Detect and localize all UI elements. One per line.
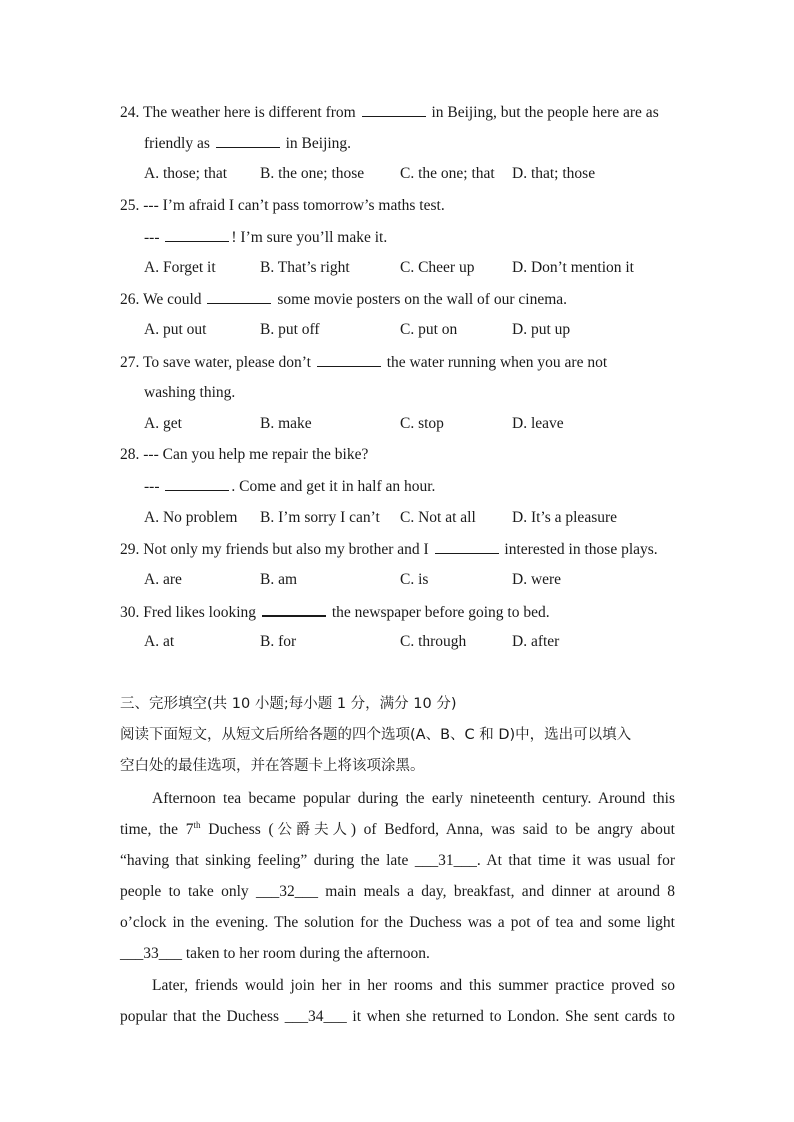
section-3-heading: 三、完形填空(共 10 小题;每小题 1 分，满分 10 分) [120,696,457,712]
question-25-option-b: B. That’s right [260,259,350,276]
answer-blank [165,227,229,242]
passage-line [120,814,675,846]
section-3-instruction-line2: 空白处的最佳选项，并在答题卡上将该项涂黑。 [120,758,425,774]
cloze-blank-32: ___32___ [256,883,318,900]
question-24-option-a: A. those; that [144,165,228,182]
question-25-text-a: --- [144,229,160,246]
answer-blank [317,352,381,367]
question-25-option-c: C. Cheer up [400,259,475,276]
question-29-option-c: C. is [400,571,429,588]
passage-line: Afternoon tea became popular during the early nineteenth century. Around this [152,790,675,807]
question-28-text-b: . Come and get it in half an hour. [231,478,436,495]
question-24-option-b: B. the one; those [260,165,365,182]
question-29-option-a: A. are [144,571,182,588]
question-26-option-c: C. put on [400,321,458,338]
question-30-option-b: B. for [260,633,297,650]
cloze-blank-34: ___34___ [284,1008,347,1025]
question-27-text-b: the water running when you are not [386,354,608,371]
question-24-line1 [120,102,659,123]
question-28-option-b: B. I’m sorry I can’t [260,509,380,526]
question-29-line1 [120,539,658,560]
passage-text: popular that the Duchess [120,1008,285,1025]
question-27-option-d: D. leave [512,415,564,432]
section-3-instruction-line1: 阅读下面短文，从短文后所给各题的四个选项(A、B、C 和 D)中，选出可以填入 [120,727,632,743]
question-28-line1: 28. --- Can you help me repair the bike? [120,446,369,463]
question-28-option-a: A. No problem [144,509,238,526]
answer-blank [216,133,280,148]
question-26-text-b: some movie posters on the wall of our cinema. [277,291,568,308]
question-28-option-d: D. It’s a pleasure [512,509,618,526]
passage-text: Duchess ( [200,821,274,838]
question-27-text-a: 27. To save water, please don’t [120,354,311,371]
question-24-text-a: 24. The weather here is different from [120,104,356,121]
question-27-option-a: A. get [144,415,182,432]
question-24-option-c: C. the one; that [400,165,495,182]
passage-text: people to take only [120,883,256,900]
answer-blank [165,476,229,491]
question-29-text-b: interested in those plays. [504,541,658,558]
question-30-text-b: the newspaper before going to bed. [331,604,550,621]
question-27-line1 [120,352,607,373]
cloze-blank-31: ___31___ [414,852,477,869]
question-25-line1: 25. --- I’m afraid I can’t pass tomorrow’s maths test. [120,197,445,214]
question-28-option-c: C. Not at all [400,509,476,526]
question-29-text-a: 29. Not only my friends but also my brother and I [120,541,429,558]
question-27-option-b: B. make [260,415,312,432]
question-30-option-c: C. through [400,633,467,650]
answer-blank [362,102,426,117]
passage-text: “having that sinking feeling” during the late [120,852,415,869]
question-26-option-a: A. put out [144,321,207,338]
question-26-option-b: B. put off [260,321,320,338]
question-26-text-a: 26. We could [120,291,202,308]
passage-text: . At that time it was usual for [476,852,675,869]
passage-text: ) of Bedford, Anna, was said to be angry about [350,821,675,838]
cloze-blank-33: ___33___ [120,945,182,962]
question-27-line2: washing thing. [144,384,236,401]
passage-line: Later, friends would join her in her rooms and this summer practice proved so [152,977,675,994]
question-24-text-c: friendly as [144,135,210,152]
question-26-option-d: D. put up [512,321,571,338]
question-26-line1 [120,289,567,310]
question-27-option-c: C. stop [400,415,444,432]
passage-text: taken to her room during the afternoon. [182,945,430,962]
superscript: th [193,820,201,830]
question-24-line2 [144,133,351,154]
answer-blank [262,601,326,617]
answer-blank [207,289,271,304]
passage-line [120,1001,675,1032]
chinese-gloss: 公爵夫人 [273,822,351,838]
question-25-option-d: D. Don’t mention it [512,259,634,276]
question-30-option-a: A. at [144,633,175,650]
question-25-option-a: A. Forget it [144,259,216,276]
question-30-option-d: D. after [512,633,560,650]
passage-line: o’clock in the evening. The solution for the Duchess was a pot of tea and some light [120,914,675,931]
question-30-line1 [120,601,550,623]
question-24-option-d: D. that; those [512,165,596,182]
passage-line [120,938,675,969]
question-24-text-b: in Beijing, but the people here are as [431,104,659,121]
passage-text: it when she returned to London. She sent cards to [346,1008,675,1025]
question-30-text-a: 30. Fred likes looking [120,604,257,621]
passage-line [120,876,675,907]
question-25-line2 [144,227,387,248]
passage-line [120,845,675,876]
question-28-line2 [144,476,435,497]
passage-text: time, the 7 [120,821,194,838]
question-29-option-b: B. am [260,571,298,588]
question-28-text-a: --- [144,478,160,495]
question-24-text-d: in Beijing. [285,135,352,152]
question-29-option-d: D. were [512,571,562,588]
question-25-text-b: ! I’m sure you’ll make it. [231,229,388,246]
answer-blank [435,539,499,554]
passage-text: main meals a day, breakfast, and dinner at around 8 [318,883,676,900]
